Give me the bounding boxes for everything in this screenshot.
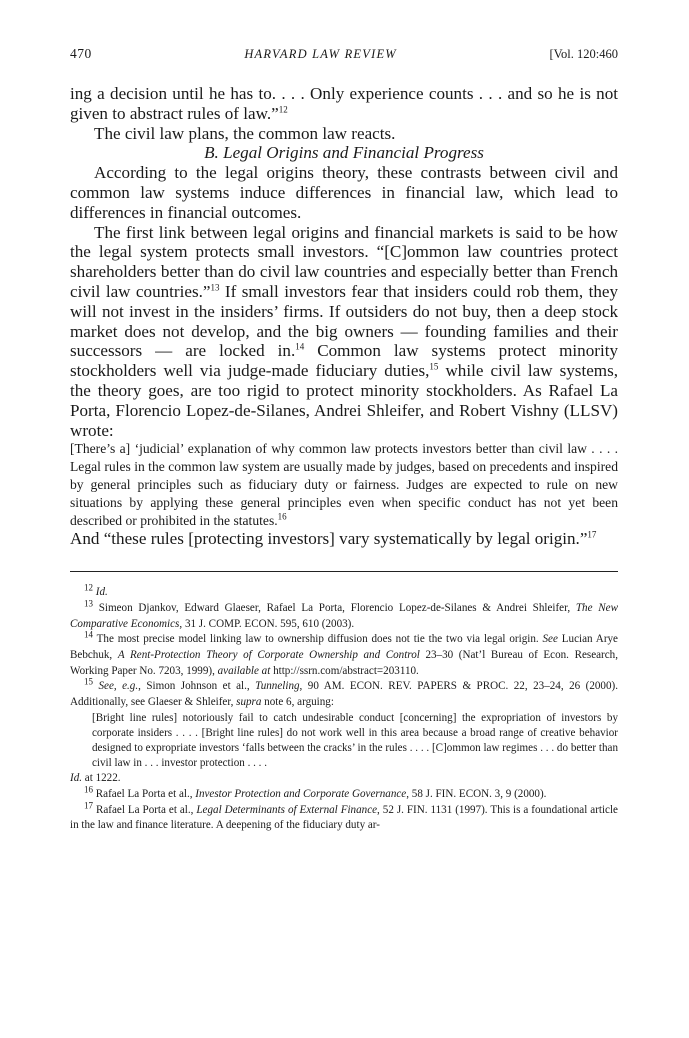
running-header: [70, 46, 618, 66]
footnotes: [70, 582, 619, 834]
footnote-ref-13: 13: [210, 282, 220, 293]
footnote-ref-15: 15: [429, 361, 439, 372]
main-text: [70, 84, 618, 549]
paragraph: And “these rules [protecting investors] vary systematically by legal origin.”$^{17}$: [70, 529, 597, 549]
footnote-17: $^{17}$ Rafael La Porta et al., Legal Determinants of External Finance, 52 J. FIN. 1131 (1997). This is a foundational article in the law and finance literature. A deepening of the fiduciary duty ar-: [70, 799, 618, 832]
block-quote: [There’s a] ‘judicial’ explanation of why common law protects investors better than civil law . . . . Legal rules in the common law system are usually made by judges, based on precedents and inspired by general principles such as fiduciary duty or fairness. Judges are expected to rule on new situations by applying these general principles even when specific conduct has not yet been described or prohibited in the statutes.$^{16}$: [70, 441, 618, 528]
page-number: 470: [70, 46, 92, 61]
footnote-divider: [70, 571, 618, 572]
footnote-15-id: Id. at 1222.: [70, 772, 121, 785]
paragraph: The first link between legal origins and financial markets is said to be how the legal system protects small investors. “[C]ommon law countries protect shareholders better than do civil law countries and especially better than French civil law countries.”$^{13}$ If small investors fear that insiders could rob them, they will not invest in the insiders’ firms. If outsiders do not buy, then a deep stock market does not develop, and the big owners — founding families and their successors — are locked in.$^{14}$ Common law systems protect minority stockholders well via judge-made fiduciary duties,$^{15}$ while civil law systems, the theory goes, are too rigid to protect minority stockholders. As Rafael La Porta, Florencio Lopez-de-Silanes, Andrei Shleifer, and Robert Vishny (LLSV) wrote:: [70, 222, 619, 440]
footnote-ref-12: 12: [278, 104, 288, 115]
journal-title: HARVARD LAW REVIEW: [244, 47, 397, 61]
footnote-12: $^{12}$ Id.: [84, 582, 108, 599]
footnote-16: $^{16}$ Rafael La Porta et al., Investor Protection and Corporate Governance, 58 J. FIN. ECON. 3, 9 (2000).: [84, 784, 547, 800]
footnote-15: $^{15}$ See, e.g., Simon Johnson et al., Tunneling, 90 AM. ECON. REV. PAPERS & PROC. 22, 23–24, 26 (2000). Additionally, see Glaeser & Shleifer, supra note 6, arguing:: [70, 676, 618, 709]
section-heading: B. Legal Origins and Financial Progress: [204, 143, 484, 163]
paragraph-continued: ing a decision until he has to. . . . Only experience counts . . . and so he is not given to abstract rules of law.”$^{12}$: [70, 84, 618, 123]
footnote-15-quote: [Bright line rules] notoriously fail to catch undesirable conduct [concerning] the expropriation of investors by corporate insiders . . . . [Bright line rules] do not work well in this area because a broad range of creative behavior designed to expropriate investors ‘falls between the cracks’ in the rules . . . . [C]ommon law regimes . . . do better than civil law in . . . investor protection . . . .: [92, 711, 618, 770]
page: [70, 46, 618, 834]
volume-citation: [Vol. 120:460: [549, 47, 618, 61]
paragraph: The civil law plans, the common law reacts.: [94, 123, 396, 143]
paragraph: According to the legal origins theory, these contrasts between civil and common law systems induce differences in financial law, which lead to differences in financial outcomes.: [70, 163, 618, 222]
footnote-ref-14: 14: [295, 341, 305, 352]
footnote-ref-17: 17: [587, 529, 597, 540]
footnote-13: $^{13}$ Simeon Djankov, Edward Glaeser, Rafael La Porta, Florencio Lopez-de-Silanes & Andrei Shleifer, The New Comparative Economics, 31 J. COMP. ECON. 595, 610 (2003).: [70, 598, 619, 630]
footnote-14: $^{14}$ The most precise model linking law to ownership diffusion does not tie the two via legal origin. See Lucian Arye Bebchuk, A Rent-Protection Theory of Corporate Ownership and Control 23–30 (Nat’l Bureau of Econ. Research, Working Paper No. 7203, 1999), available at http://ssrn.com/abstract=203110.: [70, 629, 618, 677]
footnote-ref-16: 16: [277, 511, 287, 521]
